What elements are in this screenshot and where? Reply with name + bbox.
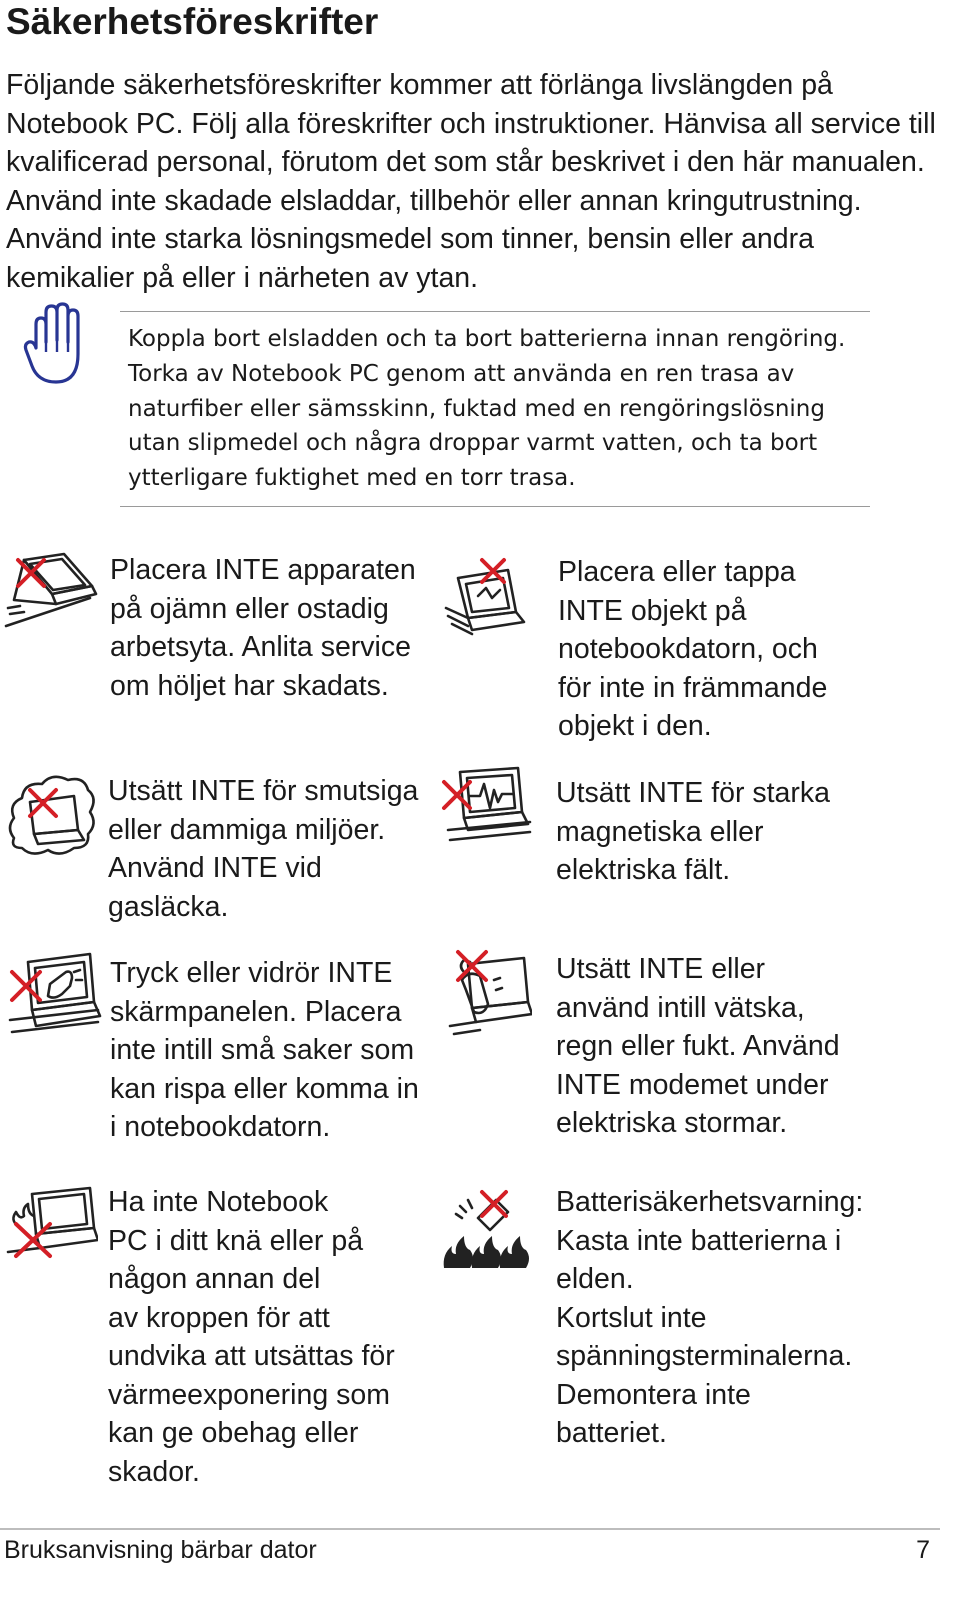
note-text: Koppla bort elsladden och ta bort batterierna innan rengöring. Torka av Notebook PC genom att använda en ren trasa av naturfiber eller sämsskinn, fuktad med en rengöringslösning utan slipmedel och några droppar varmt vatten, och ta bort ytterligare fuktighet med en torr trasa. (128, 326, 846, 492)
note-top-divider (120, 311, 870, 312)
hand-stop-icon (22, 302, 86, 386)
page-title: Säkerhetsföreskrifter (6, 1, 379, 42)
footer-divider (0, 1528, 940, 1530)
warning-text-magnetic-field: Utsätt INTE för starka magnetiska eller elektriska fält. (556, 777, 830, 886)
liquid-icon (440, 946, 532, 1038)
warning-text-battery-fire: Batterisäkerhetsvarning: Kasta inte batterierna i elden. Kortslut inte spänningsterminalerna. Demontera inte batteriet. (556, 1186, 864, 1449)
warning-text-dropped-objects: Placera eller tappa INTE objekt på notebookdatorn, och för inte in främmande objekt i den. (558, 556, 828, 742)
dust-icon (4, 768, 100, 864)
magnetic-field-icon (440, 764, 532, 846)
intro-paragraph: Följande säkerhetsföreskrifter kommer att förlänga livslängden på Notebook PC. Följ alla föreskrifter och instruktioner. Hänvisa all service till kvalificerad personal, förutom det som står beskrivet i den här manualen. Använd inte skadade elsladdar, tillbehör eller annan kringutrustning. Använd inte starka lösningsmedel som tinner, bensin eller andra kemikalier på eller i närheten av ytan. (6, 69, 936, 294)
page-number: 7 (916, 1536, 930, 1564)
warning-text-liquid: Utsätt INTE eller använd intill vätska, regn eller fukt. Använd INTE modemet under elektriska stormar. (556, 953, 840, 1139)
touch-screen-icon (4, 948, 102, 1040)
note-bottom-divider (120, 506, 870, 507)
warning-text-dust: Utsätt INTE för smutsiga eller dammiga miljöer. Använd INTE vid gasläcka. (108, 775, 419, 923)
warning-text-unstable-surface: Placera INTE apparaten på ojämn eller ostadig arbetsyta. Anlita service om höljet har skadats. (110, 554, 416, 702)
warning-text-touch-screen: Tryck eller vidrör INTE skärmpanelen. Placera inte intill små saker som kan rispa eller komma in i notebookdatorn. (110, 957, 419, 1143)
heat-lap-icon (4, 1186, 98, 1260)
warning-text-heat-lap: Ha inte Notebook PC i ditt knä eller på någon annan del av kroppen för att undvika att utsättas för värmeexponering som kan ge obehag eller skador. (108, 1186, 395, 1488)
dropped-objects-icon (442, 556, 528, 640)
footer-manual-title: Bruksanvisning bärbar dator (4, 1536, 317, 1564)
unstable-surface-icon (4, 552, 100, 630)
battery-fire-icon (440, 1188, 530, 1272)
